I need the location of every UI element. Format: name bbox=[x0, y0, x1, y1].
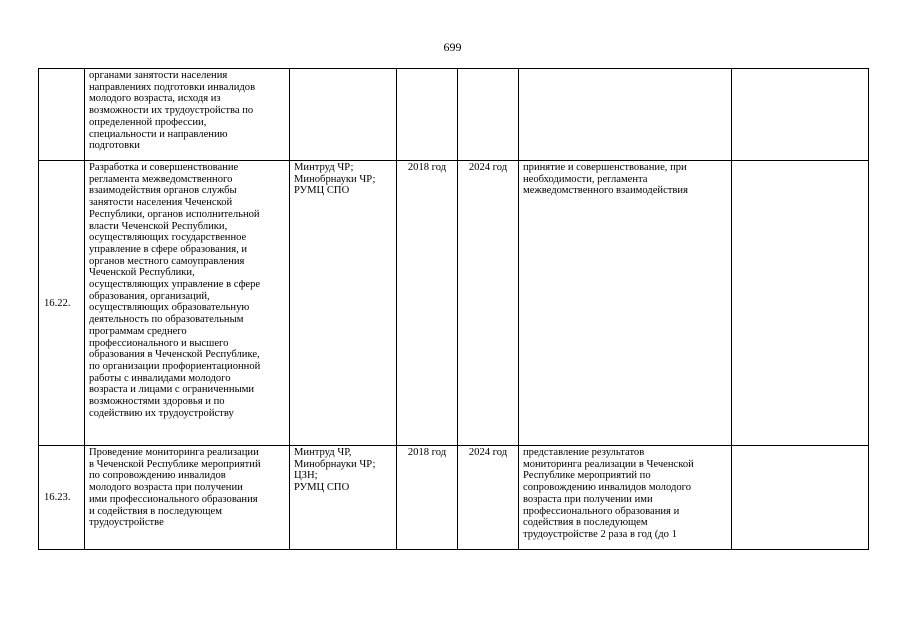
end-cell: 2024 год bbox=[458, 161, 519, 446]
executors-cell bbox=[290, 69, 397, 161]
start-cell: 2018 год bbox=[397, 161, 458, 446]
end-cell bbox=[458, 69, 519, 161]
measure-cell: Проведение мониторинга реализации в Чеченской Республике мероприятий по сопровождению инвалидов молодого возраста при получении ими профессионального образования и содействия в последующем трудоустройстве bbox=[85, 446, 290, 550]
start-cell: 2018 год bbox=[397, 446, 458, 550]
result-cell bbox=[519, 69, 732, 161]
measures-table bbox=[38, 68, 869, 550]
table-row bbox=[39, 69, 869, 161]
table-row bbox=[39, 446, 869, 550]
page-number: 699 bbox=[443, 40, 462, 54]
executors-cell: Минтруд ЧР; Минобрнауки ЧР; РУМЦ СПО bbox=[290, 161, 397, 446]
result-cell: принятие и совершенствование, при необходимости, регламента межведомственного взаимодействия bbox=[519, 161, 732, 446]
executors-cell: Минтруд ЧР, Минобрнауки ЧР; ЦЗН; РУМЦ СПО bbox=[290, 446, 397, 550]
measure-cell: Разработка и совершенствование регламента межведомственного взаимодействия органов службы занятости населения Чеченской Республики, органов исполнительной власти Чеченской Республики, осуществляющих государственное управление в сфере образования, и органов местного самоуправления Чеченской Республики, осуществляющих управление в сфере образования, организаций, осуществляющих образовательную деятельность по образовательным программам среднего профессионального и высшего образования в Чеченской Республике, по организации профориентационной работы с инвалидами молодого возраста и лицами с ограниченными возможностями здоровья и по содействию их трудоустройству bbox=[85, 161, 290, 446]
row-number: 16.22. bbox=[39, 161, 85, 446]
start-cell bbox=[397, 69, 458, 161]
end-cell: 2024 год bbox=[458, 446, 519, 550]
result-cell: представление результатов мониторинга реализации в Чеченской Республике мероприятий по сопровождению инвалидов молодого возраста при получении ими профессионального образования и содействия в последующем трудоустройстве 2 раза в год (до 1 bbox=[519, 446, 732, 550]
measure-cell: органами занятости населения направлениях подготовки инвалидов молодого возраста, исходя из возможности их трудоустройства по определенной профессии, специальности и направлению подготовки bbox=[85, 69, 290, 161]
note-cell bbox=[732, 69, 869, 161]
row-number bbox=[39, 69, 85, 161]
note-cell bbox=[732, 446, 869, 550]
note-cell bbox=[732, 161, 869, 446]
row-number: 16.23. bbox=[39, 446, 85, 550]
table-row bbox=[39, 161, 869, 446]
